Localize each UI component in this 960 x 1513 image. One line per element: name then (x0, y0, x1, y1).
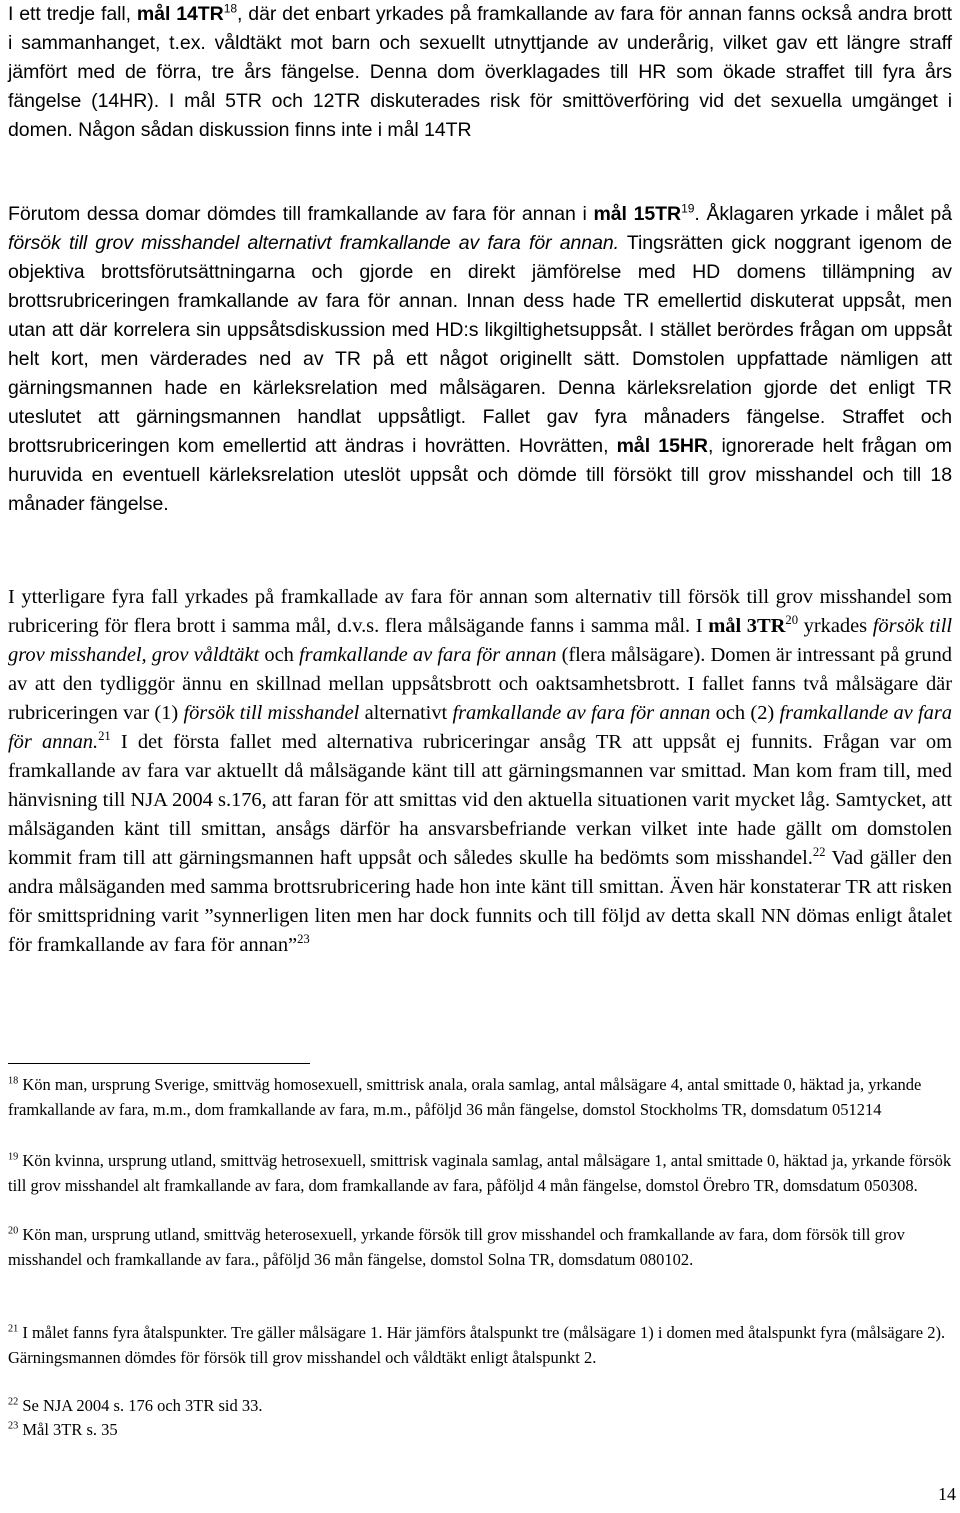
text-run: Tingsrätten gick noggrant igenom de objektiva brottsförutsättningarna och gjorde en direkt jämförelse med HD domens tillämpning av brottsrubriceringen framkallande av fara för annan. Innan dess hade TR emellertid diskuterat uppsåt, men utan att där korrelera sin uppsåtsdiskussion med HD:s likgiltighetsuppsåt. I stället berördes frågan om uppsåt helt kort, men värderades ned av TR på ett något originellt sätt. Domstolen uppfattade nämligen att gärningsmannen hade en kärleksrelation med målsägaren. Denna kärleksrelation gjorde det enligt TR uteslutet att gärningsmannen handlat uppsåtligt. Fallet gav fyra månaders fängelse. Straffet och brottsrubriceringen kom emellertid att ändras i hovrätten. Hovrätten, (8, 232, 952, 457)
text-run: , där det enbart yrkades på framkallande av fara för annan fanns också andra brott i sammanhanget, t.ex. våldtäkt mot barn och sexuellt utnyttjande av underårig, vilket gav ett längre straff jämfört med de förra, tre års fängelse. Denna dom överklagades till HR som ökade straffet till fyra års fängelse (14HR). I mål 5TR och 12TR diskuterades risk för smittöverföring vid det sexuella umgänget i domen. Någon sådan diskussion finns inte i mål 14TR (8, 3, 952, 141)
footnote-ref[interactable]: 22 (812, 845, 826, 860)
text-run: alternativt (359, 702, 453, 724)
footnote-ref[interactable]: 19 (681, 201, 695, 216)
paragraph-case-14tr (8, 0, 952, 145)
footnote-number: 22 (8, 1396, 19, 1408)
case-reference: mål 15HR (616, 435, 708, 457)
footnote-text: Kön man, ursprung utland, smittväg heterosexuell, yrkande försök till grov misshandel och framkallande av fara, dom försök till grov misshandel och framkallande av fara., påföljd 36 mån fängelse, domstol Solna TR, domsdatum 080102. (8, 1225, 905, 1269)
text-run: (flera målsägare). Domen är intressant på grund av att den tydliggör ännu en skillnad mellan uppsåtsbrott och oaktsamhetsbrott. I fallet fanns två målsägare där rubriceringen var (1) (8, 644, 952, 724)
footnote-18 (8, 1073, 952, 1122)
footnote-text: Kön kvinna, ursprung utland, smittväg hetrosexuell, smittrisk vaginala samlag, antal målsägare 1, antal smittade 0, häktad ja, yrkande försök till grov misshandel alt framkallande av fara, dom framkallande av fara, påföljd 4 mån fängelse, domstol Örebro TR, domsdatum 050308. (8, 1151, 952, 1195)
text-run: Vad gäller den andra målsäganden med samma brottsrubricering hade hon inte känt till smittan. Även här konstaterar TR att risken för smittspridning varit ”synnerligen liten men har dock funnits och till följd av detta skall NN dömas enligt åtalet för framkallande av fara för annan” (8, 847, 952, 956)
footnote-23 (8, 1418, 952, 1443)
italic-text: försök till grov misshandel, grov våldtäkt (8, 615, 952, 666)
text-run: I ytterligare fyra fall yrkades på framkallade av fara för annan som alternativ till försök till grov misshandel som rubricering för flera brott i samma mål, d.v.s. flera målsägande fanns i samma mål. I (8, 586, 952, 637)
footnote-text: Kön man, ursprung Sverige, smittväg homosexuell, smittrisk anala, orala samlag, antal målsägare 4, antal smittade 0, häktad ja, yrkande framkallande av fara, m.m., dom framkallande av fara, m.m., påföljd 36 mån fängelse, domstol Stockholms TR, domsdatum 051214 (8, 1075, 922, 1119)
italic-text: försök till misshandel (183, 702, 360, 724)
footnote-21 (8, 1321, 952, 1370)
italic-text: framkallande av fara för annan (452, 702, 711, 724)
text-run: I det första fallet med alternativa rubriceringar ansåg TR att uppsåt ej funnits. Frågan var om framkallande av fara var aktuellt då målsägande känt till att gärningsmannen var smittad. Man kom fram till, med hänvisning till NJA 2004 s.176, att faran för att smittas vid den aktuella situationen varit mycket låg. Samtycket, att målsäganden känt till smittan, ansågs därför ha ansvarsbefriande verkan vilket inte hade gällt om domstolen kommit fram till att gärningsmannen haft uppsåt och således skulle ha bedömts som misshandel. (8, 731, 952, 869)
text-run: . Åklagaren yrkade i målet på (694, 203, 952, 225)
footnote-text: Se NJA 2004 s. 176 och 3TR sid 33. (18, 1396, 263, 1415)
case-reference: mål 14TR (136, 3, 224, 25)
footnote-separator (8, 1063, 310, 1064)
footnote-20 (8, 1223, 952, 1272)
footnote-number: 21 (8, 1323, 19, 1335)
footnote-number: 19 (8, 1151, 19, 1163)
footnote-text: Mål 3TR s. 35 (18, 1420, 118, 1439)
italic-text: försök till grov misshandel alternativt framkallande av fara för annan. (8, 232, 620, 254)
footnote-number: 23 (8, 1420, 19, 1432)
case-reference: mål 3TR (708, 615, 786, 637)
footnote-number: 20 (8, 1225, 19, 1237)
text-run: Förutom dessa domar dömdes till framkallande av fara för annan i (8, 203, 594, 225)
text-run: I ett tredje fall, (8, 3, 137, 25)
paragraph-case-3tr (8, 583, 952, 960)
page-number: 14 (938, 1484, 956, 1504)
italic-text: framkallande av fara för annan. (8, 702, 952, 753)
footnote-number: 18 (8, 1075, 19, 1087)
paragraph-case-15tr (8, 200, 952, 519)
text-run: , ignorerade helt frågan om huruvida en eventuell kärleksrelation uteslöt uppsåt och dömde till försökt till grov misshandel och till 18 månader fängelse. (8, 435, 952, 515)
footnote-ref[interactable]: 21 (98, 729, 111, 744)
text-run: och (259, 644, 300, 666)
footnote-ref[interactable]: 23 (297, 932, 310, 947)
footnote-22 (8, 1394, 952, 1419)
footnote-19 (8, 1149, 952, 1198)
footnote-ref[interactable]: 18 (223, 1, 238, 16)
text-run: yrkades (798, 615, 873, 637)
footnote-ref[interactable]: 20 (785, 613, 798, 628)
case-reference: mål 15TR (593, 203, 682, 225)
footnote-text: I målet fanns fyra åtalspunkter. Tre gäller målsägare 1. Här jämförs åtalspunkt tre (målsägare 1) i domen med åtalspunkt fyra (målsägare 2). Gärningsmannen dömdes för försök till grov misshandel och våldtäkt enligt åtalspunkt 2. (8, 1323, 946, 1367)
italic-text: framkallande av fara för annan (299, 644, 557, 666)
text-run: och (2) (710, 702, 780, 724)
